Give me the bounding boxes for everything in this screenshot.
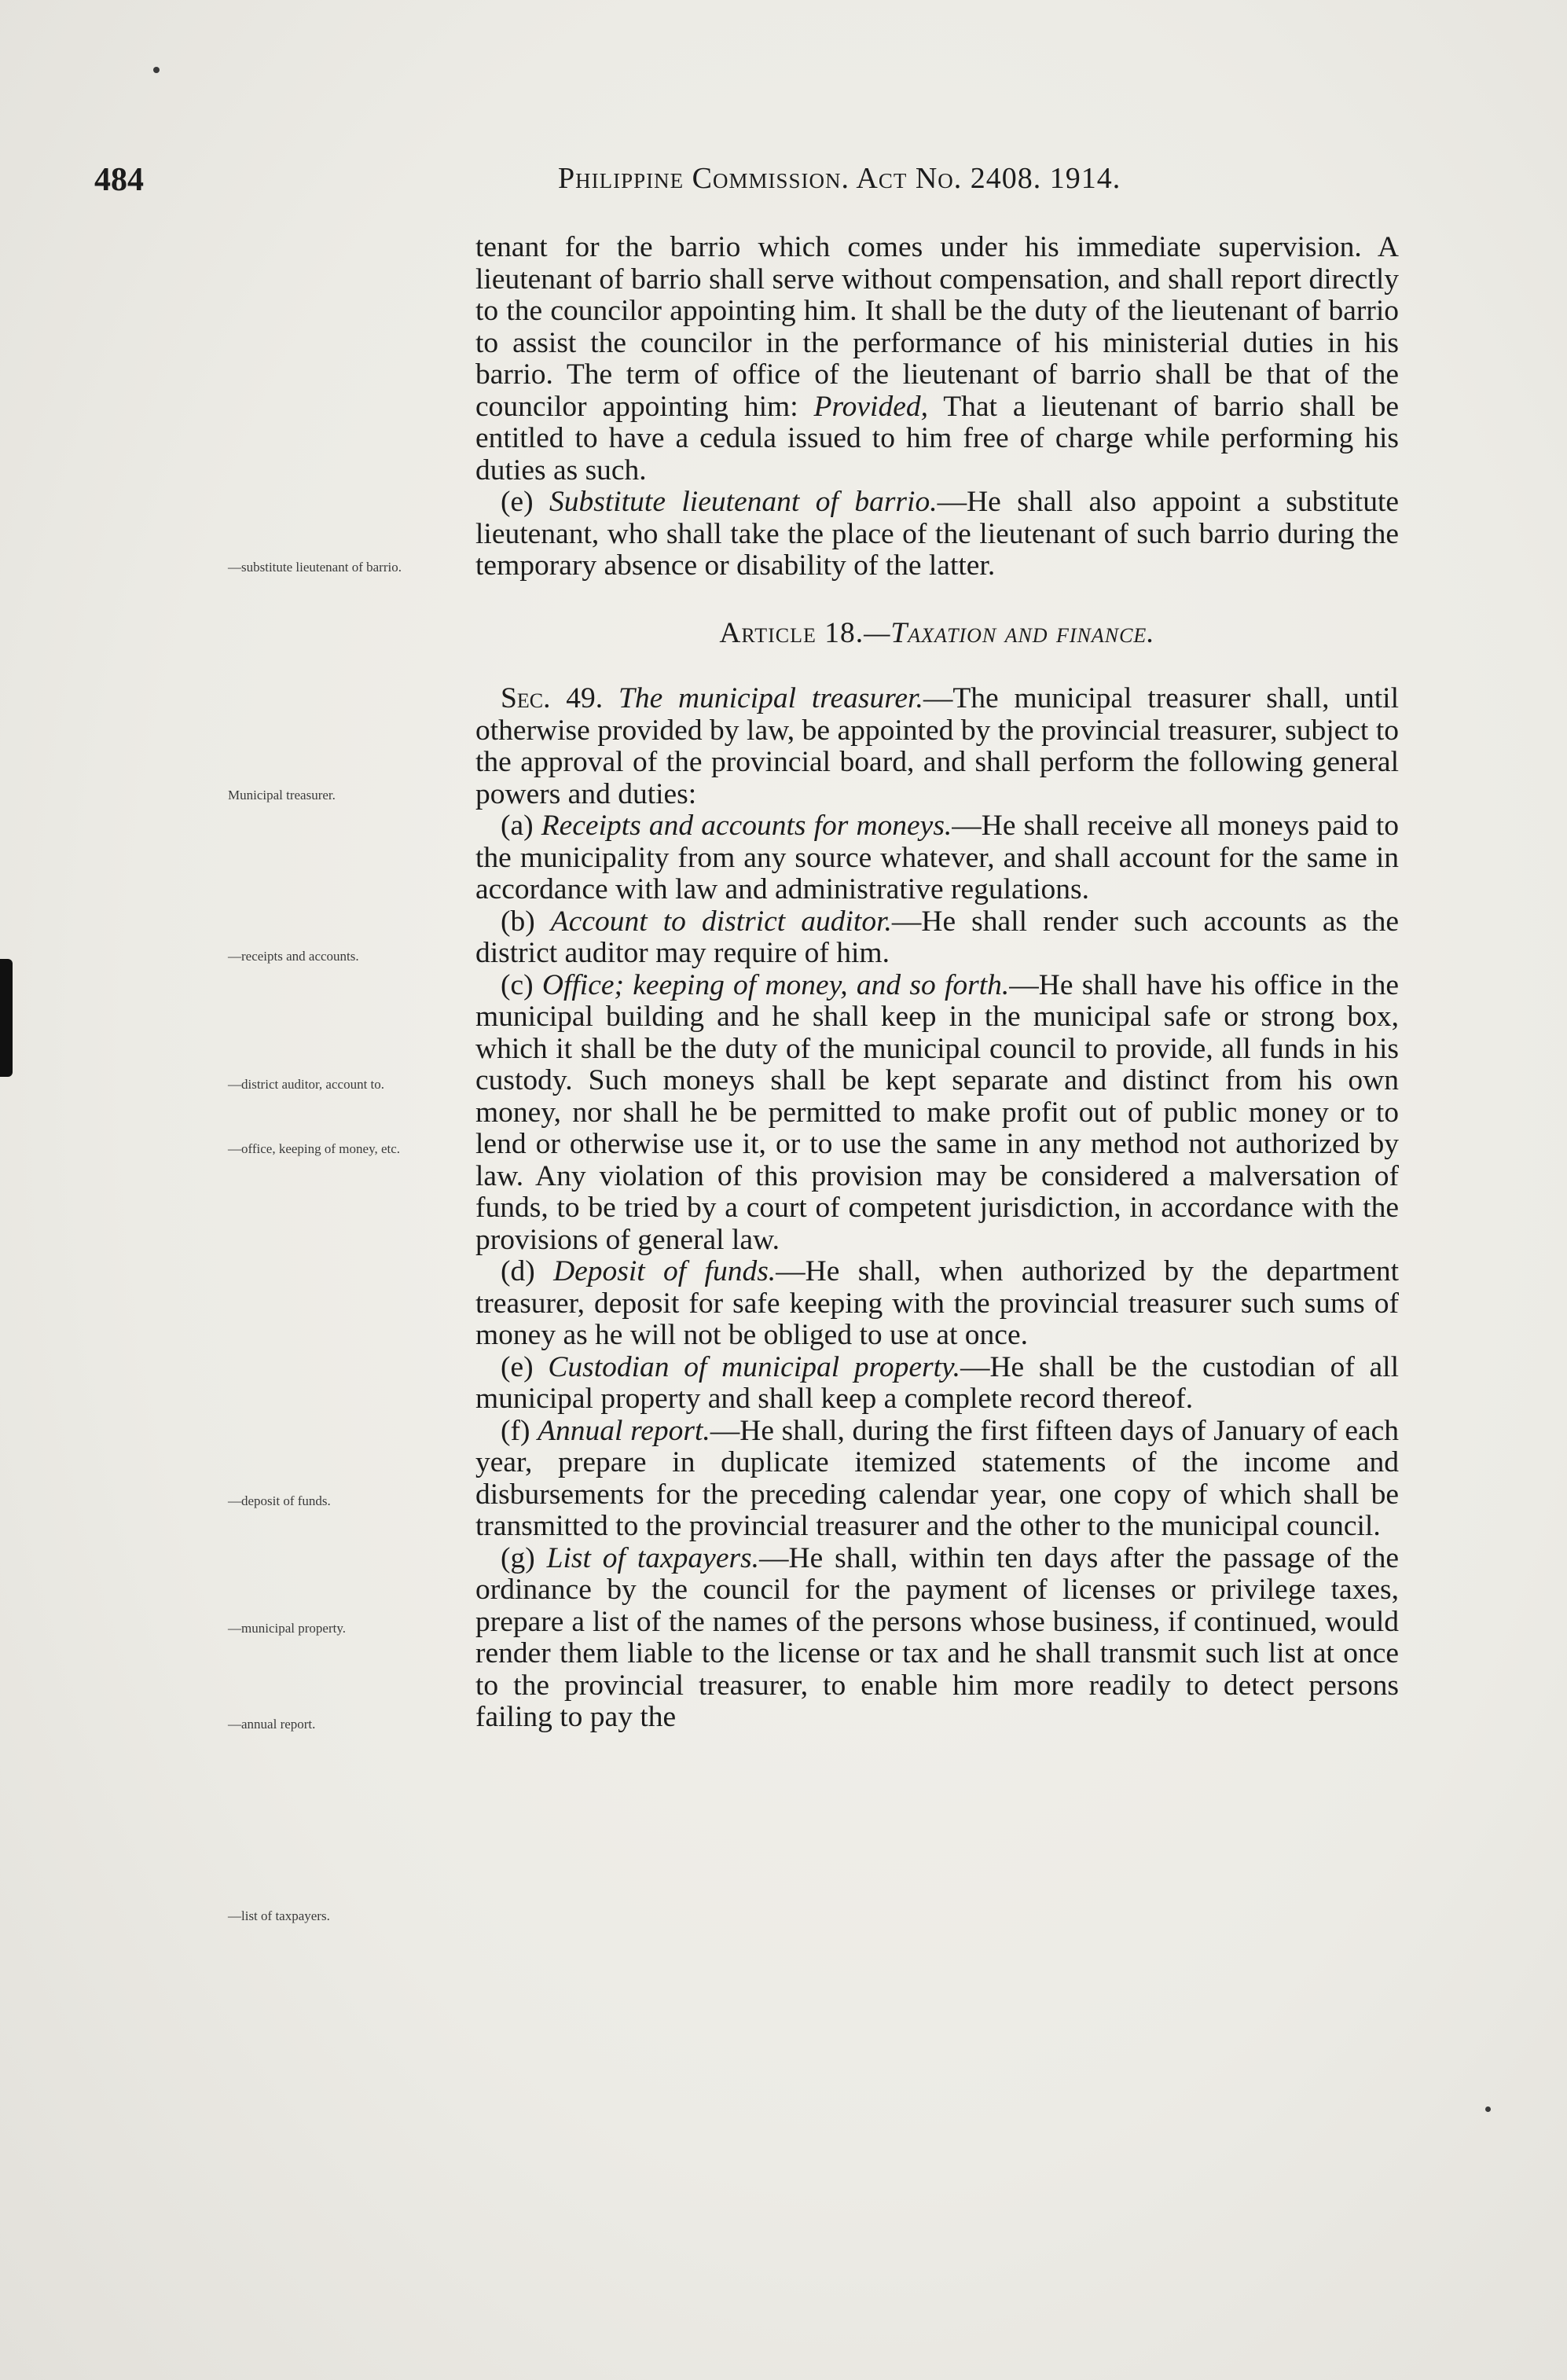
main-text [475, 232, 1399, 1734]
paragraph-g: (g) List of taxpayers.—He shall, within ten days after the passage of the ordinance by the council for the payment of licenses or privilege taxes, prepare a list of the names of the persons whose business, if continued, would render them liable to the license or tax and he shall transmit such list at once to the provincial treasurer, to enable him more readily to detect persons failing to pay the [475, 1541, 1400, 1733]
ink-speck [153, 67, 160, 73]
paragraph-e-custodian: (e) Custodian of municipal property.—He shall be the custodian of all municipal property and shall keep a complete record thereof. [475, 1350, 1400, 1415]
paragraph-a: (a) Receipts and accounts for moneys.—He shall receive all moneys paid to the municipality from any source whatever, and shall account for the same in accordance with law and administrative regulations. [475, 810, 1400, 905]
margin-note-municipal-treasurer: Municipal treasurer. [228, 788, 336, 803]
paragraph-c: (c) Office; keeping of money, and so forth.—He shall have his office in the municipal building and he shall keep in the municipal safe or strong box, which it shall be the duty of the municipal council to provide, all funds in his custody. Such moneys shall be kept separate and distinct from his own money, nor shall he be permitted to make profit out of public money or to lend or otherwise use it, or to use the same in any method not authorized by law. Any violation of this provision may be considered a malversation of funds, to be tried by a court of competent jurisdiction, in accordance with the provisions of general law. [475, 968, 1400, 1256]
margin-note-deposit: —deposit of funds. [228, 1493, 331, 1508]
page-number: 484 [94, 162, 144, 198]
article-heading: Article 18.—Taxation and finance. [719, 616, 1155, 649]
running-head: Philippine Commission. Act No. 2408. 1914. [558, 162, 1121, 195]
margin-note-substitute-lieutenant: —substitute lieutenant of barrio. [228, 560, 402, 575]
margin-note-annual-report: —annual report. [228, 1717, 316, 1732]
ink-speck [1485, 2106, 1491, 2112]
margin-note-receipts: —receipts and accounts. [228, 949, 359, 964]
paragraph-b: (b) Account to district auditor.—He shall render such accounts as the district auditor may require of him. [475, 905, 1399, 969]
paragraph-f: (f) Annual report.—He shall, during the first fifteen days of January of each year, prepare in duplicate itemized statements of the income and disbursements for the preceding calendar year, one copy of which shall be transmitted to the provincial treasurer and the other to the municipal council. [475, 1414, 1400, 1542]
section-49: Sec. 49. The municipal treasurer.—The municipal treasurer shall, until otherwise provided by law, be appointed by the provincial treasurer, subject to the approval of the provincial board, and shall perform the following general powers and duties: [475, 682, 1400, 810]
margin-note-office-keeping: —office, keeping of money, etc. [228, 1141, 401, 1156]
paragraph-e-substitute: (e) Substitute lieutenant of barrio.—He shall also appoint a substitute lieutenant, who shall take the place of the lieutenant of such barrio during the temporary absence or disability of the latter. [475, 486, 1400, 582]
binding-shadow [0, 959, 13, 1077]
paragraph-d: (d) Deposit of funds.—He shall, when authorized by the department treasurer, deposit for safe keeping with the provincial treasurer such sums of money as he will not be obliged to use at once. [475, 1255, 1399, 1351]
continuation-paragraph: tenant for the barrio which comes under his immediate supervision. A lieutenant of barrio shall serve without compensation, and shall report directly to the councilor appointing him. It shall be the duty of the lieutenant of barrio to assist the councilor in the performance of his ministerial duties in his barrio. The term of office of the lieutenant of barrio shall be that of the councilor appointing him: Provided, That a lieutenant of barrio shall be entitled to have a cedula issued to him free of charge while performing his duties as such. [475, 231, 1399, 487]
margin-note-district-auditor: —district auditor, account to. [228, 1077, 385, 1092]
margin-note-municipal-property: —municipal property. [228, 1621, 346, 1636]
page-header [94, 161, 1352, 208]
margin-note-list-taxpayers: —list of taxpayers. [228, 1908, 330, 1923]
